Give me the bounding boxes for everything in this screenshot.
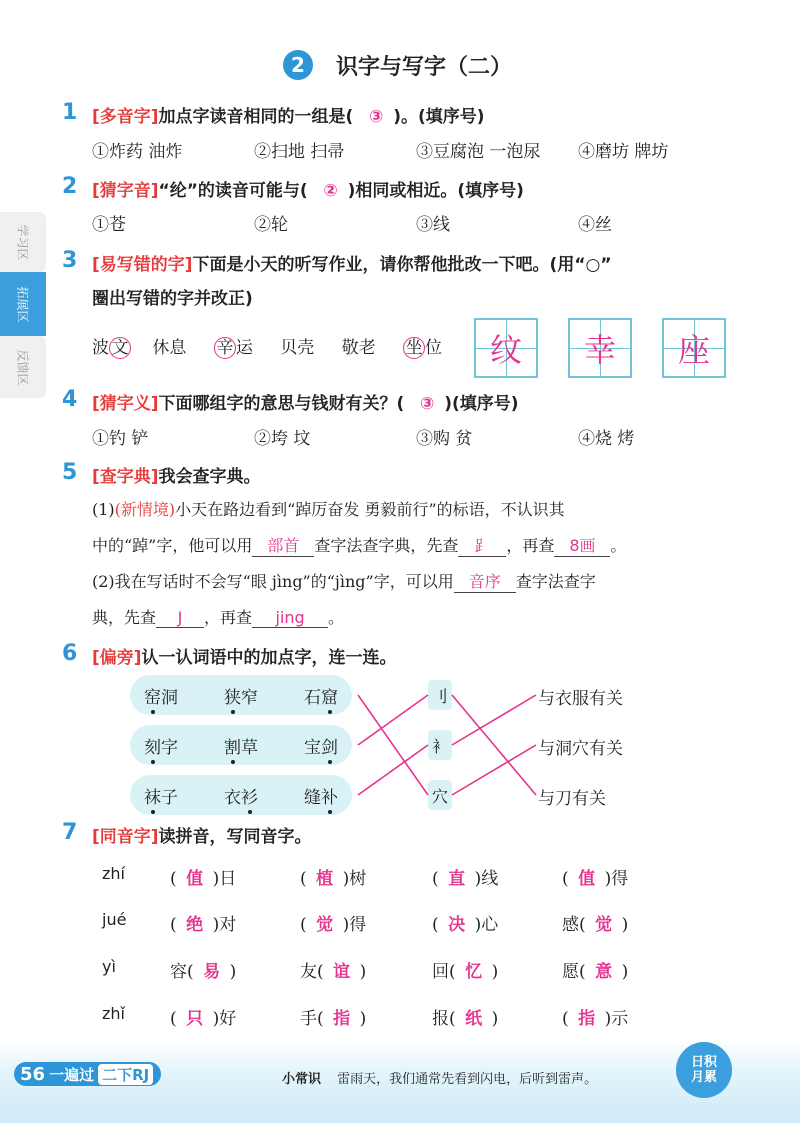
word: 辛 运 bbox=[214, 338, 253, 358]
question-number: 1 bbox=[62, 100, 78, 125]
word: 宝剑 bbox=[304, 737, 338, 758]
word: 石窟 bbox=[304, 687, 338, 708]
meaning-label: 与刀有关 bbox=[538, 789, 606, 809]
radical-box: 穴 bbox=[428, 780, 452, 810]
footer-tip bbox=[282, 1068, 597, 1087]
q5-part2-line1: (2)我在写话时不会写“眼 jìng”的“jìng”字，可以用 音序 查字法查字 bbox=[92, 569, 596, 593]
q4-answer: ③ bbox=[420, 394, 435, 414]
option: ①钓 铲 bbox=[92, 429, 149, 449]
option: ④丝 bbox=[578, 215, 612, 235]
question-number: 4 bbox=[62, 387, 78, 412]
option: ③线 bbox=[416, 215, 450, 235]
q5-part1-line2: 中的“踔”字，他可以用 部首 查字法查字典，先查 ⻊ ，再查 8画 。 bbox=[92, 533, 626, 557]
match-line bbox=[358, 695, 428, 745]
option: ③购 贫 bbox=[416, 429, 473, 449]
side-tab-learn[interactable]: 学习区 bbox=[0, 212, 46, 272]
correction-box: 幸 bbox=[568, 318, 632, 378]
answer-blank: jing bbox=[252, 608, 328, 628]
match-line bbox=[358, 695, 428, 795]
brand-name: 一遍过 bbox=[49, 1065, 95, 1084]
answer-blank: 音序 bbox=[454, 569, 516, 593]
question-number: 5 bbox=[62, 460, 78, 485]
q7-stem: [同音字]读拼音，写同音字。 bbox=[92, 827, 312, 847]
q7-cell: ( 直 )线 bbox=[432, 869, 499, 889]
q7-cell: 友( 谊 ) bbox=[300, 962, 367, 982]
q2-stem: [猜字音]“纶”的读音可能与( ② )相同或相近。(填序号) bbox=[92, 181, 524, 201]
word: 敬老 bbox=[341, 338, 376, 358]
q3-stem-line1: [易写错的字]下面是小天的听写作业，请你帮他批改一下吧。(用“○” bbox=[92, 255, 612, 275]
option: ③豆腐泡 一泡尿 bbox=[416, 142, 541, 162]
radical-box: 刂 bbox=[428, 680, 452, 710]
word: 贝壳 bbox=[280, 338, 315, 358]
option: ②垮 坟 bbox=[254, 429, 311, 449]
question-number: 7 bbox=[62, 820, 78, 845]
answer-blank: 8画 bbox=[554, 533, 610, 557]
daily-accumulation-badge: 日积月累 bbox=[676, 1042, 732, 1098]
tip-label: 小常识 bbox=[282, 1072, 322, 1087]
answer-blank: J bbox=[156, 608, 204, 628]
side-tab-feedback[interactable]: 反馈区 bbox=[0, 336, 46, 398]
q7-cell: ( 绝 )对 bbox=[170, 915, 237, 935]
q7-cell: 愿( 意 ) bbox=[562, 962, 629, 982]
q7-cell: 手( 指 ) bbox=[300, 1009, 367, 1029]
grade-label: 二下RJ bbox=[98, 1064, 153, 1085]
option: ①炸药 油炸 bbox=[92, 142, 183, 162]
q7-cell: 回( 忆 ) bbox=[432, 962, 499, 982]
q6-stem: [偏旁]认一认词语中的加点字，连一连。 bbox=[92, 648, 397, 668]
q3-stem-line2: 圈出写错的字并改正) bbox=[92, 289, 253, 309]
option: ④烧 烤 bbox=[578, 429, 635, 449]
q4-stem: [猜字义]下面哪组字的意思与钱财有关？( ③ )(填序号) bbox=[92, 394, 519, 414]
answer-blank: ⻊ bbox=[458, 533, 506, 557]
q7-cell: ( 决 )心 bbox=[432, 915, 499, 935]
word: 袜子 bbox=[144, 787, 178, 808]
word: 衣衫 bbox=[224, 787, 258, 808]
word: 刻字 bbox=[144, 737, 178, 758]
option: ④磨坊 牌坊 bbox=[578, 142, 669, 162]
page-title: 识字与写字（二） bbox=[336, 55, 513, 80]
q7-cell: ( 只 )好 bbox=[170, 1009, 237, 1029]
word: 休息 bbox=[152, 338, 187, 358]
q1-stem: [多音字]加点字读音相同的一组是( ③ )。(填序号) bbox=[92, 107, 485, 127]
q7-cell: 感( 觉 ) bbox=[562, 915, 629, 935]
word: 波 文 bbox=[92, 338, 131, 358]
tip-text: 雷雨天，我们通常先看到闪电，后听到雷声。 bbox=[337, 1072, 598, 1087]
option: ①苍 bbox=[92, 215, 126, 235]
radical-box: 衤 bbox=[428, 730, 452, 760]
q7-cell: ( 觉 )得 bbox=[300, 915, 367, 935]
meaning-label: 与衣服有关 bbox=[538, 689, 623, 709]
match-line bbox=[358, 745, 428, 795]
side-tab-expand[interactable]: 拓展区 bbox=[0, 272, 46, 336]
match-line bbox=[452, 695, 536, 795]
option: ②轮 bbox=[254, 215, 288, 235]
correction-box: 座 bbox=[662, 318, 726, 378]
question-number: 2 bbox=[62, 174, 78, 199]
q7-cell: ( 值 )日 bbox=[170, 869, 237, 889]
correction-box: 纹 bbox=[474, 318, 538, 378]
q7-cell: ( 指 )示 bbox=[562, 1009, 629, 1029]
q5-part2-line2: 典，先查 J ，再查 jing 。 bbox=[92, 608, 345, 627]
option: ②扫地 扫帚 bbox=[254, 142, 345, 162]
q5-stem: [查字典]我会查字典。 bbox=[92, 467, 261, 487]
q7-cell: 容( 易 ) bbox=[170, 962, 237, 982]
q7-cell: ( 植 )树 bbox=[300, 869, 367, 889]
q2-answer: ② bbox=[323, 181, 338, 201]
q7-cell: 报( 纸 ) bbox=[432, 1009, 499, 1029]
word: 坐 位 bbox=[403, 338, 442, 358]
answer-blank: 部首 bbox=[252, 533, 314, 557]
footer-book-label bbox=[14, 1062, 161, 1086]
page-number: 56 bbox=[20, 1063, 46, 1085]
question-number: 6 bbox=[62, 641, 78, 666]
q1-answer: ③ bbox=[369, 107, 384, 127]
question-number: 3 bbox=[62, 248, 78, 273]
match-line bbox=[452, 695, 536, 745]
meaning-label: 与洞穴有关 bbox=[538, 739, 623, 759]
word: 狭窄 bbox=[224, 687, 258, 708]
word: 缝补 bbox=[304, 787, 338, 808]
unit-number-badge: 2 bbox=[283, 50, 313, 80]
word: 窑洞 bbox=[144, 687, 178, 708]
word: 割草 bbox=[224, 737, 258, 758]
match-line bbox=[452, 745, 536, 795]
q5-part1-line1: (1)(新情境)小天在路边看到“踔厉奋发 勇毅前行”的标语，不认识其 bbox=[92, 500, 565, 519]
q7-cell: ( 值 )得 bbox=[562, 869, 629, 889]
